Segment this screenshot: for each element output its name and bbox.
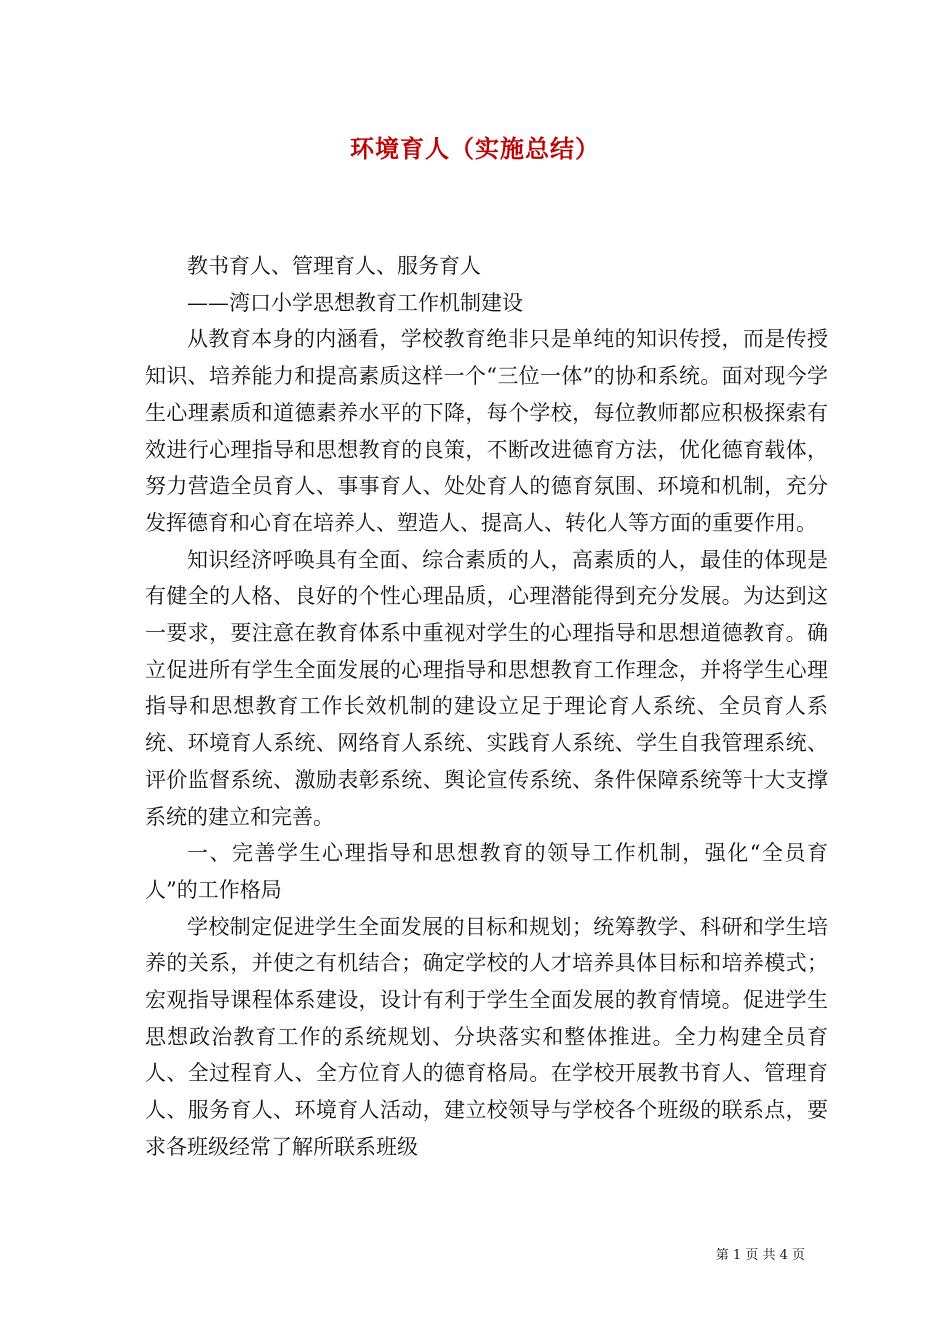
page-number: 第 1 页 共 4 页 (715, 1248, 805, 1263)
paragraph: 知识经济呼唤具有全面、综合素质的人，高素质的人，最佳的体现是有健全的人格、良好的个性心理品质，心理潜能得到充分发展。为达到这一要求，要注意在教育体系中重视对学生的心理指导和思想道德教育。确立促进所有学生全面发展的心理指导和思想教育工作理念，并将学生心理指导和思想教育工作长效机制的建设立足于理论育人系统、全员育人系统、环境育人系统、网络育人系统、实践育人系统、学生自我管理系统、评价监督系统、激励表彰系统、舆论宣传系统、条件保障系统等十大支撑系统的建立和完善。 (145, 547, 828, 829)
paragraph-subtitle-2: ——湾口小学思想教育工作机制建设 (187, 290, 523, 315)
document-body (145, 248, 828, 1166)
paragraph-subtitle-1: 教书育人、管理育人、服务育人 (187, 254, 481, 278)
document-title: 环境育人（实施总结） (350, 134, 600, 163)
section-heading: 一、完善学生心理指导和思想教育的领导工作机制，强化“全员育人”的工作格局 (145, 841, 828, 902)
paragraph: 学校制定促进学生全面发展的目标和规划；统筹教学、科研和学生培养的关系，并使之有机结合；确定学校的人才培养具体目标和培养模式；宏观指导课程体系建设，设计有利于学生全面发展的教育情境。促进学生思想政治教育工作的系统规划、分块落实和整体推进。全力构建全员育人、全过程育人、全方位育人的德育格局。在学校开展教书育人、管理育人、服务育人、环境育人活动，建立校领导与学校各个班级的联系点，要求各班级经常了解所联系班级 (145, 914, 828, 1159)
paragraph: 从教育本身的内涵看，学校教育绝非只是单纯的知识传授，而是传授知识、培养能力和提高素质这样一个“三位一体”的协和系统。面对现今学生心理素质和道德素养水平的下降，每个学校，每位教师都应积极探索有效进行心理指导和思想教育的良策，不断改进德育方法，优化德育载体，努力营造全员育人、事事育人、处处育人的德育氛围、环境和机制，充分发挥德育和心育在培养人、塑造人、提高人、转化人等方面的重要作用。 (145, 327, 828, 535)
